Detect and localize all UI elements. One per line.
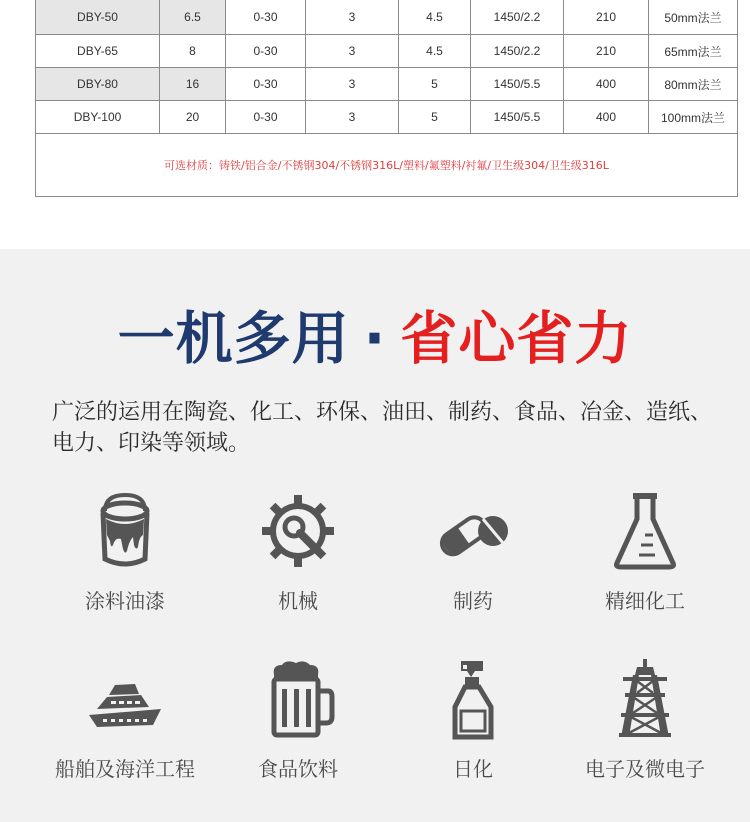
application-item: [555, 657, 735, 782]
model-cell: DBY-50: [36, 0, 160, 35]
model-cell: DBY-65: [36, 35, 160, 68]
table-row: [36, 101, 738, 134]
materials-note: 可选材质：铸铁/铝合金/不锈钢304/不锈钢316L/塑料/氟塑料/衬氟/卫生级304/卫生级316L: [36, 134, 738, 197]
paint-bucket-icon: [83, 489, 167, 573]
flow-cell: 6.5: [160, 0, 226, 35]
application-label: 船舶及海洋工程: [55, 757, 195, 781]
speed-power-cell: 1450/5.5: [471, 101, 564, 134]
headline: [0, 301, 750, 377]
application-label: 精细化工: [605, 589, 685, 613]
transmission-tower-icon: [603, 657, 687, 741]
table-row: [36, 35, 738, 68]
flow-cell: 8: [160, 35, 226, 68]
col-cell: 3: [306, 101, 399, 134]
flask-icon: [603, 489, 687, 573]
spec-table: [35, 0, 738, 197]
application-item: [555, 489, 735, 614]
application-label: 机械: [278, 589, 318, 613]
range-cell: 0-30: [226, 101, 306, 134]
headline-dot: ·: [363, 306, 387, 372]
col2-cell: 4.5: [399, 0, 471, 35]
headline-left: 一机多用: [117, 306, 350, 372]
table-row: [36, 68, 738, 101]
applications-section: [0, 249, 750, 822]
connection-cell: 65mm法兰: [649, 35, 738, 68]
headline-right: 省心省力: [400, 306, 633, 372]
flow-cell: 16: [160, 68, 226, 101]
col2-cell: 4.5: [399, 35, 471, 68]
spec-table-wrapper: [35, 0, 725, 197]
spray-bottle-icon: [431, 657, 515, 741]
application-item: [208, 489, 388, 614]
speed-power-cell: 1450/5.5: [471, 68, 564, 101]
capsule-pill-icon: [431, 489, 515, 573]
ship-icon: [83, 657, 167, 741]
weight-cell: 400: [564, 101, 649, 134]
weight-cell: 400: [564, 68, 649, 101]
weight-cell: 210: [564, 35, 649, 68]
weight-cell: 210: [564, 0, 649, 35]
range-cell: 0-30: [226, 68, 306, 101]
col-cell: 3: [306, 68, 399, 101]
model-cell: DBY-100: [36, 101, 160, 134]
col-cell: 3: [306, 35, 399, 68]
range-cell: 0-30: [226, 0, 306, 35]
connection-cell: 50mm法兰: [649, 0, 738, 35]
application-item: [35, 657, 215, 782]
application-item: [383, 657, 563, 782]
col2-cell: 5: [399, 101, 471, 134]
application-item: [208, 657, 388, 782]
range-cell: 0-30: [226, 35, 306, 68]
connection-cell: 80mm法兰: [649, 68, 738, 101]
flow-cell: 20: [160, 101, 226, 134]
description: 广泛的运用在陶瓷、化工、环保、油田、制药、食品、冶金、造纸、电力、印染等领域。: [52, 400, 713, 456]
application-item: [383, 489, 563, 614]
application-label: 涂料油漆: [85, 589, 165, 613]
col-cell: 3: [306, 0, 399, 35]
application-label: 日化: [453, 757, 493, 781]
application-label: 电子及微电子: [585, 757, 705, 781]
connection-cell: 100mm法兰: [649, 101, 738, 134]
gear-wrench-icon: [256, 489, 340, 573]
model-cell: DBY-80: [36, 68, 160, 101]
speed-power-cell: 1450/2.2: [471, 35, 564, 68]
application-label: 食品饮料: [258, 757, 338, 781]
speed-power-cell: 1450/2.2: [471, 0, 564, 35]
col2-cell: 5: [399, 68, 471, 101]
application-label: 制药: [453, 589, 493, 613]
table-row: [36, 0, 738, 35]
application-item: [35, 489, 215, 614]
beer-mug-icon: [256, 657, 340, 741]
